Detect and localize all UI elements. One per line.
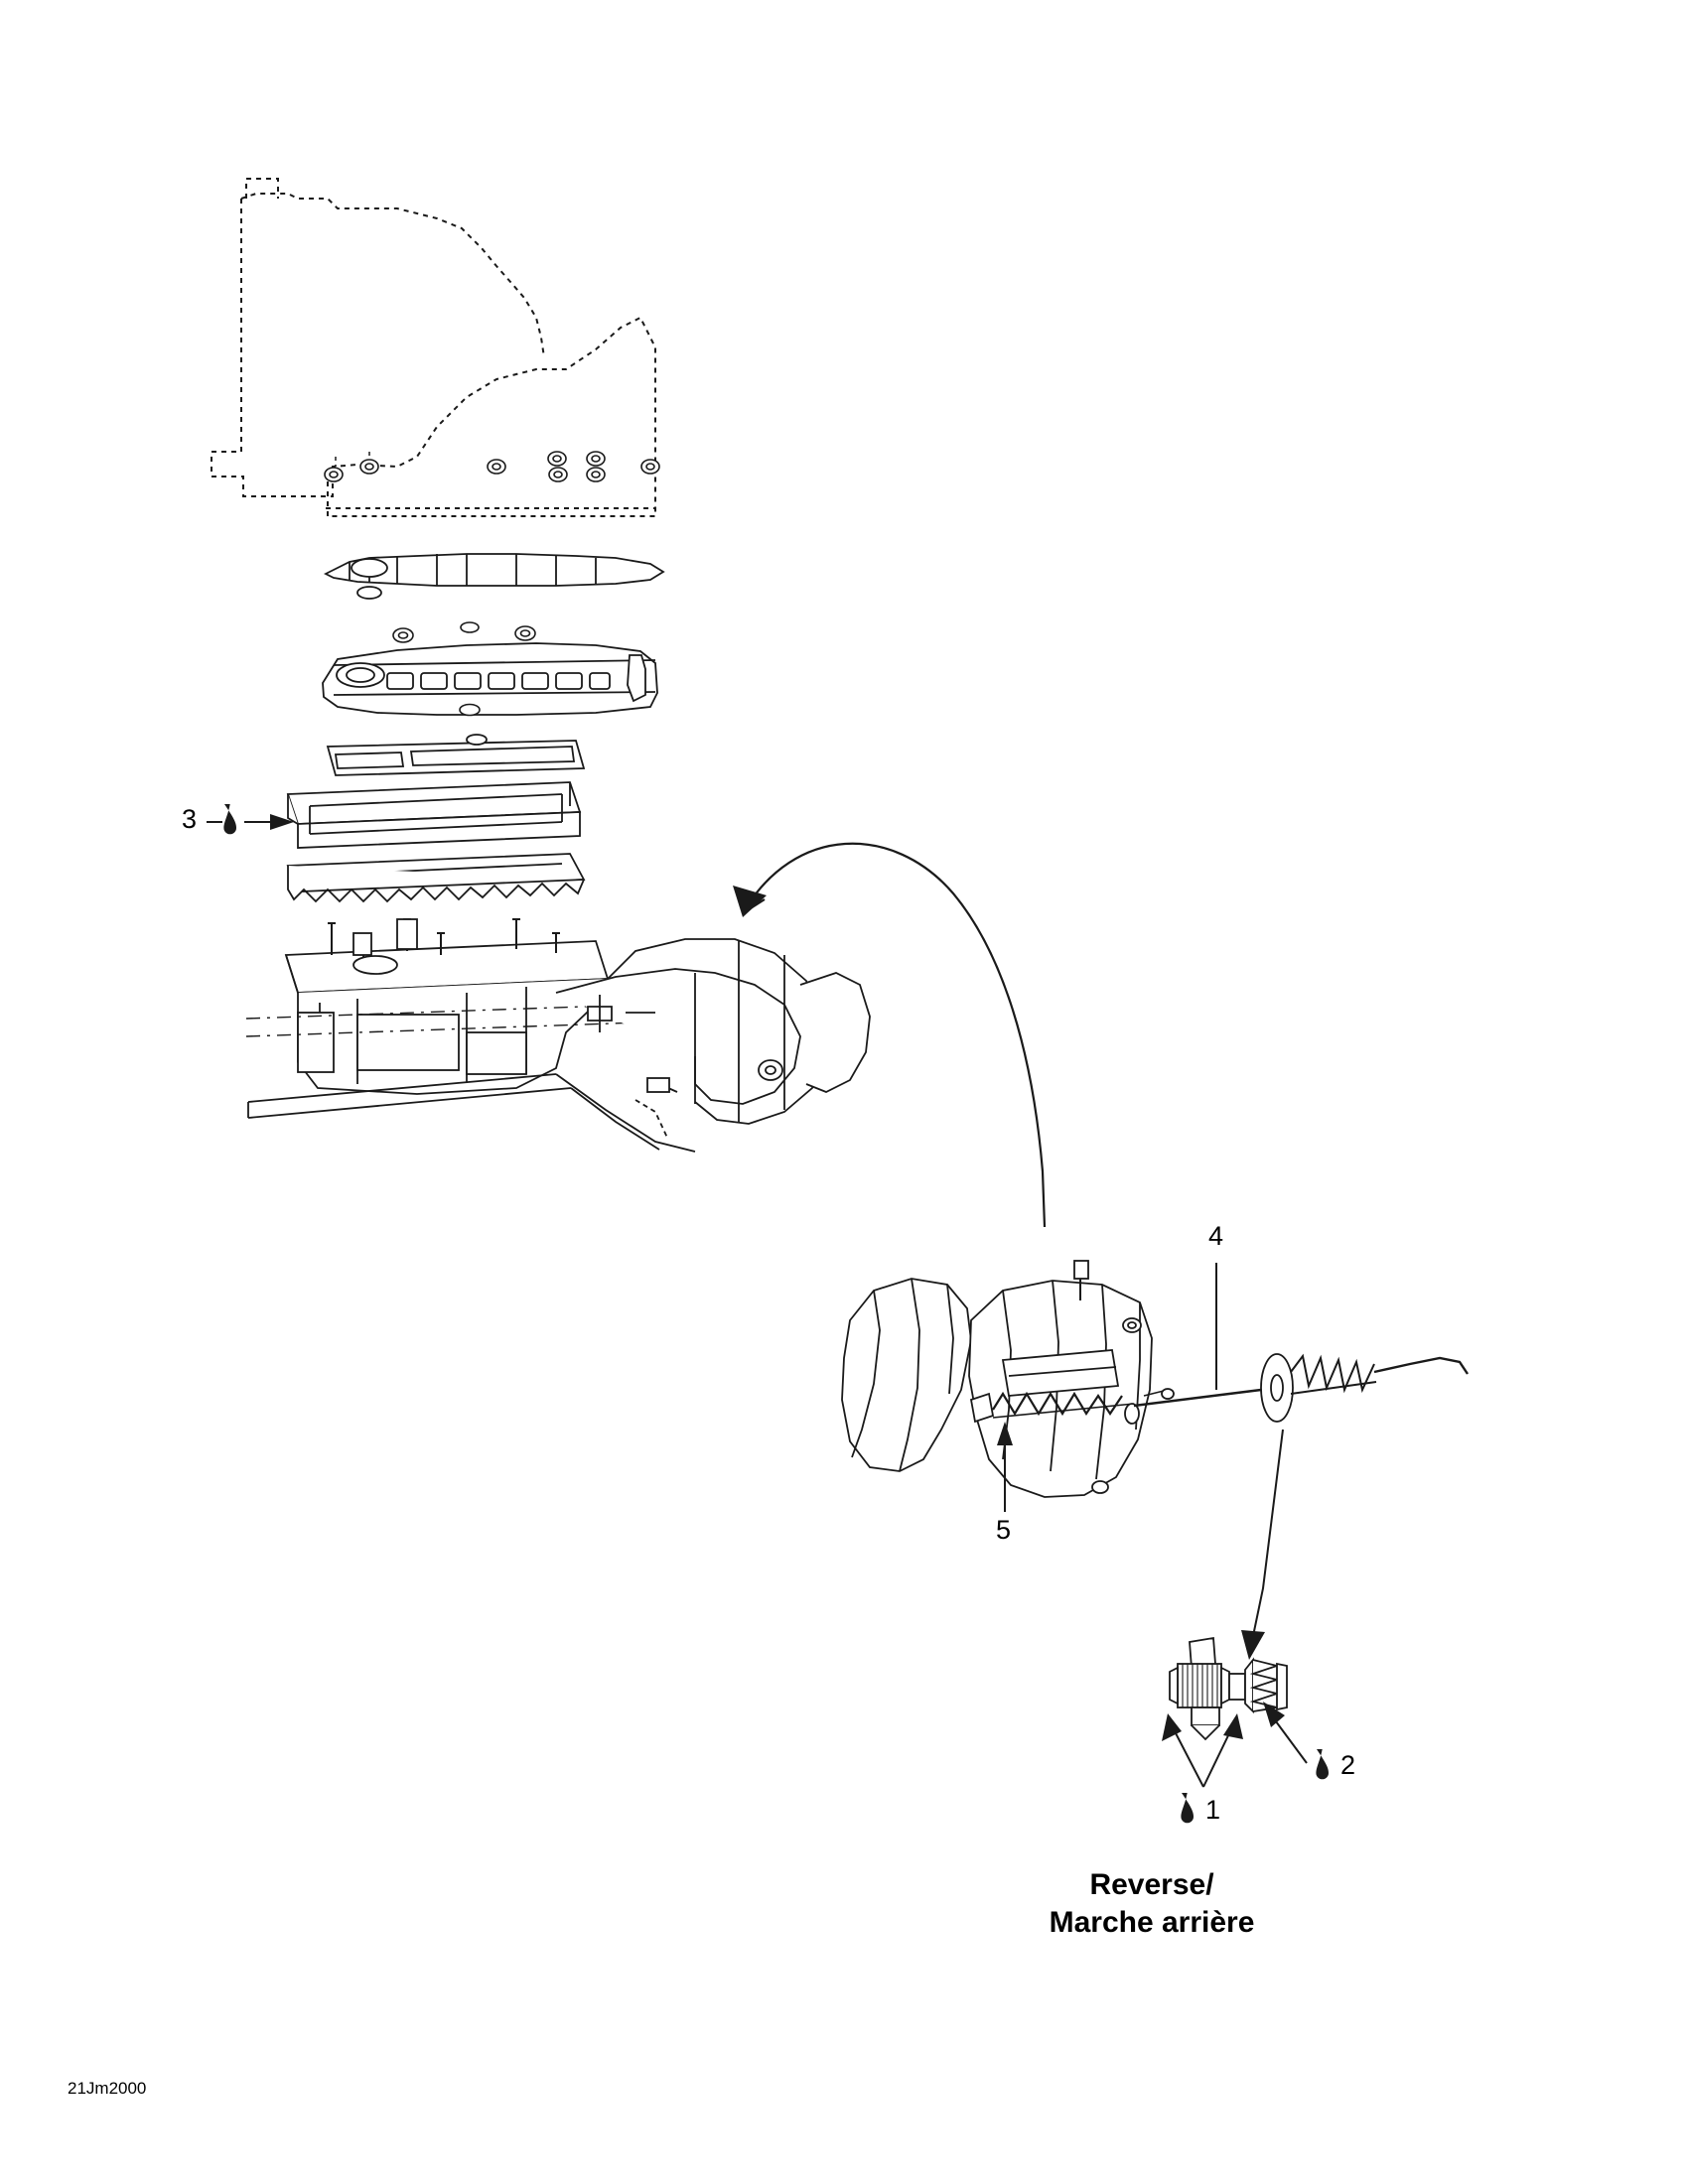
oil-drop-icon (223, 804, 236, 834)
callout-3-leader (207, 814, 294, 830)
callout-label-5: 5 (996, 1515, 1012, 1545)
reverse-mechanism-detail (842, 1261, 1468, 1497)
dotted-cover-outline (211, 179, 655, 516)
sheet-code: 21Jm2000 (68, 2079, 147, 2098)
oil-drop-icon (1316, 1749, 1329, 1779)
caption-line-fr: Marche arrière (1049, 1906, 1255, 1940)
flat-rect-gasket (328, 735, 584, 775)
cover-nuts-row (325, 452, 659, 481)
bolt-nut-detail (1170, 1638, 1287, 1739)
callout-label-2: 2 (1340, 1750, 1356, 1780)
callout-4-arrow-to-bolt (1241, 1430, 1283, 1660)
diagram-caption (1013, 1866, 1291, 1943)
engine-intake-assembly (246, 919, 870, 1152)
callout-label-4: 4 (1208, 1221, 1224, 1251)
air-filter-frame-upper (288, 782, 580, 848)
callout-label-1: 1 (1205, 1795, 1221, 1825)
valve-cover-plate (323, 622, 657, 716)
upper-gasket-strip (326, 554, 663, 599)
caption-line-en: Reverse/ (1089, 1868, 1214, 1901)
callout-label-3: 3 (182, 804, 198, 834)
callout-2-leader (1263, 1702, 1307, 1763)
air-filter-element (288, 854, 584, 901)
oil-drop-icon (1181, 1793, 1194, 1823)
